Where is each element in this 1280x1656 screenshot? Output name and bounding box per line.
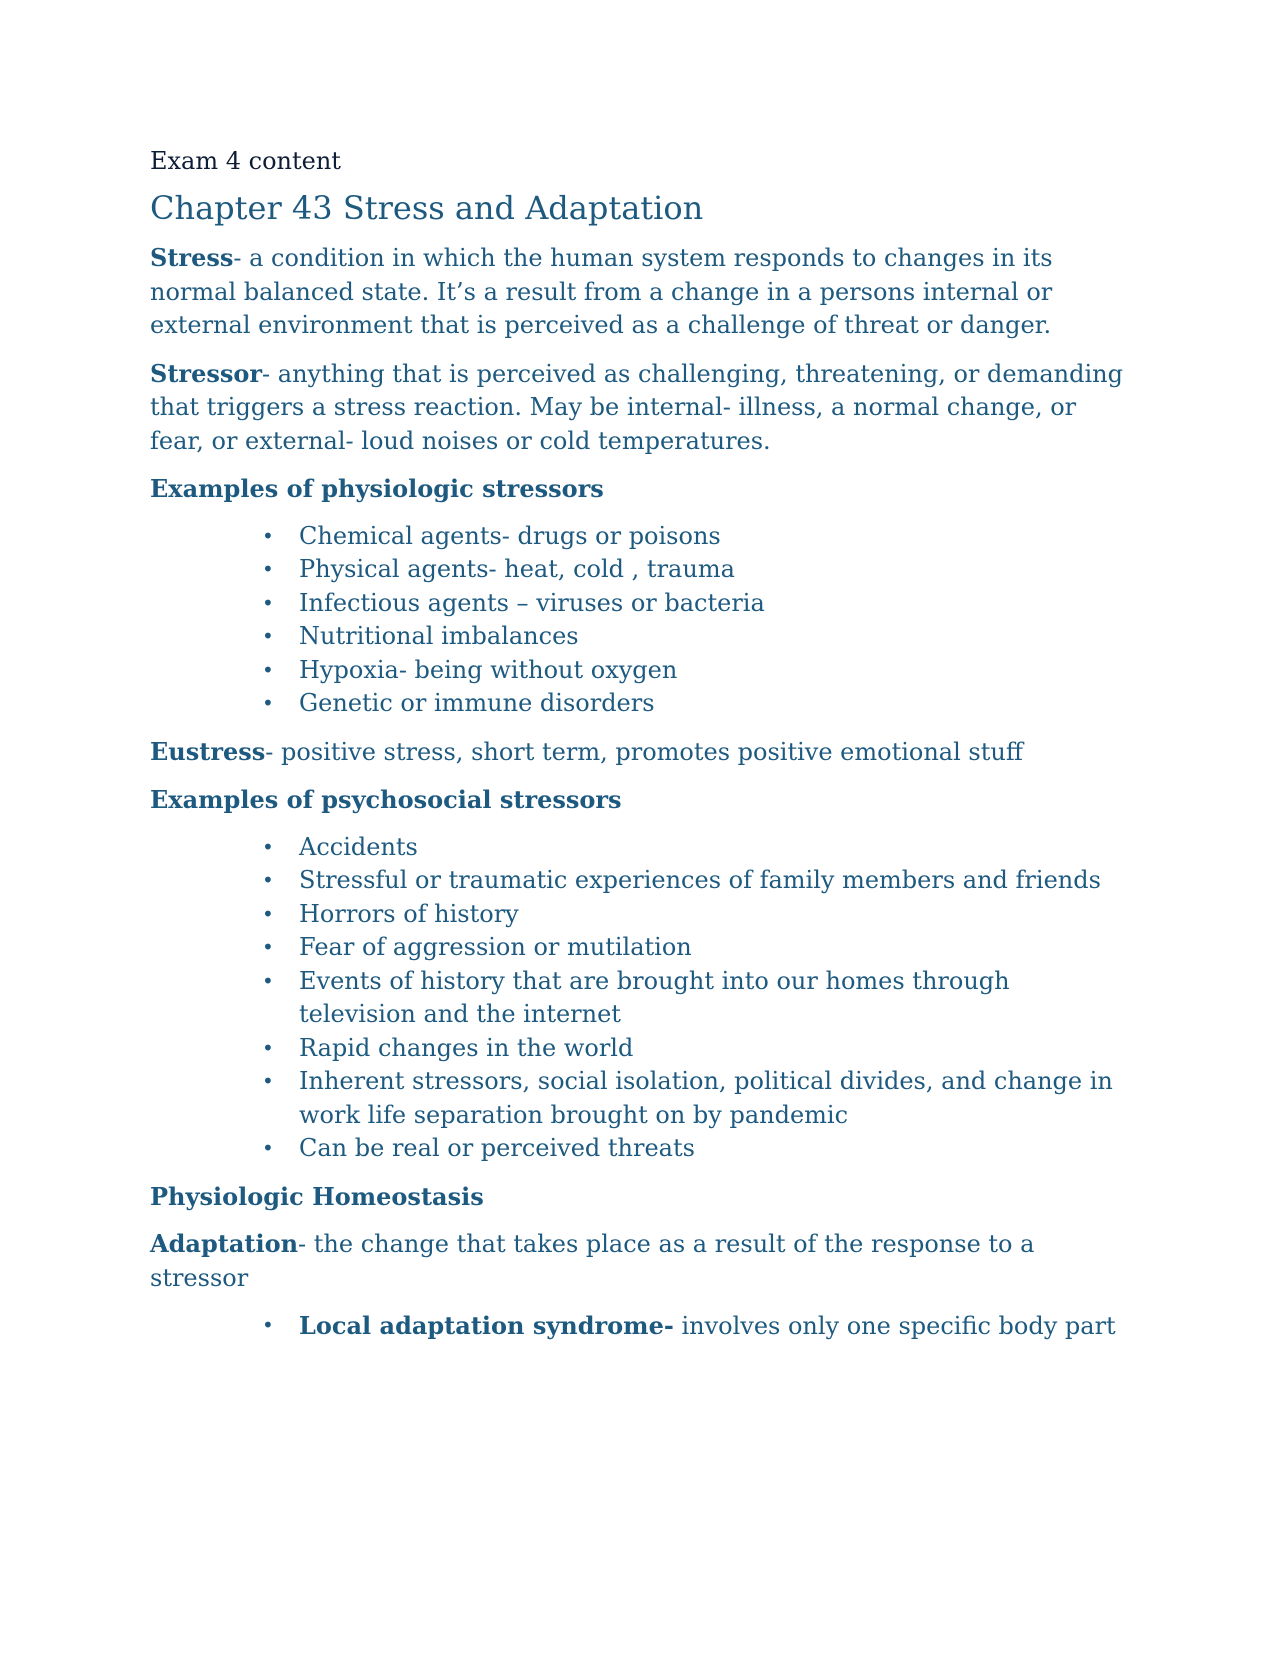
eustress-definition bbox=[150, 735, 1130, 770]
list-item bbox=[262, 553, 1130, 587]
adaptation-definition bbox=[150, 1227, 1130, 1295]
bullet-icon: • bbox=[262, 1313, 274, 1337]
stress-term: Stress bbox=[150, 243, 234, 272]
adaptation-text: - the change that takes place as a result of the response to a stressor bbox=[150, 1230, 1035, 1292]
bullet-icon: • bbox=[262, 868, 274, 892]
list-item-text: Accidents bbox=[299, 832, 418, 861]
list-item bbox=[262, 1132, 1130, 1166]
document-page bbox=[150, 145, 1130, 1358]
stressor-text: - anything that is perceived as challenging, threatening, or demanding that triggers a stress reaction. May be internal- illness, a normal change, or fear, or external- loud noises or cold temperatures. bbox=[150, 359, 1123, 455]
bullet-icon: • bbox=[262, 901, 274, 926]
list-item bbox=[262, 687, 1130, 721]
list-item bbox=[262, 864, 1130, 898]
eustress-text: - positive stress, short term, promotes positive emotional stuff bbox=[265, 737, 1023, 766]
bullet-icon: • bbox=[262, 523, 274, 548]
psychosocial-stressors-heading: Examples of psychosocial stressors bbox=[150, 785, 622, 814]
list-item-text: Chemical agents- drugs or poisons bbox=[299, 521, 721, 550]
list-item-text: Genetic or immune disorders bbox=[299, 689, 655, 717]
bullet-icon: • bbox=[262, 1136, 274, 1160]
list-item-text: Infectious agents – viruses or bacteria bbox=[299, 588, 765, 617]
bullet-icon: • bbox=[262, 657, 274, 682]
bullet-icon: • bbox=[262, 834, 274, 859]
physiologic-stressors-heading: Examples of physiologic stressors bbox=[150, 474, 604, 503]
list-item bbox=[262, 1032, 1130, 1066]
list-item bbox=[262, 520, 1130, 554]
list-item bbox=[262, 1309, 1130, 1344]
list-item-text: Hypoxia- being without oxygen bbox=[299, 655, 678, 684]
bullet-icon: • bbox=[262, 935, 274, 959]
list-item-text: Inherent stressors, social isolation, political divides, and change in work life separation brought on by pandemic bbox=[299, 1067, 1113, 1129]
homeostasis-heading: Physiologic Homeostasis bbox=[150, 1181, 484, 1211]
adaptation-term: Adaptation bbox=[150, 1229, 299, 1258]
list-item-text: Nutritional imbalances bbox=[299, 622, 579, 650]
list-item-text: Rapid changes in the world bbox=[299, 1033, 634, 1062]
bullet-icon: • bbox=[262, 557, 274, 581]
stressor-term: Stressor bbox=[150, 358, 263, 388]
list-item bbox=[262, 831, 1130, 865]
exam-title: Exam 4 content bbox=[150, 147, 341, 175]
list-item-term: Local adaptation syndrome- bbox=[299, 1311, 674, 1340]
eustress-term: Eustress bbox=[150, 736, 266, 766]
physiologic-stressors-list bbox=[150, 520, 1130, 721]
list-item bbox=[262, 587, 1130, 621]
bullet-icon: • bbox=[262, 691, 274, 715]
stressor-definition bbox=[150, 357, 1130, 459]
bullet-icon: • bbox=[262, 590, 274, 615]
bullet-icon: • bbox=[262, 1069, 274, 1093]
psychosocial-stressors-list bbox=[150, 831, 1130, 1166]
stress-definition bbox=[150, 241, 1130, 343]
list-item bbox=[262, 1065, 1130, 1132]
bullet-icon: • bbox=[262, 624, 274, 648]
list-item bbox=[262, 620, 1130, 654]
list-item bbox=[262, 898, 1130, 932]
bullet-icon: • bbox=[262, 1035, 274, 1060]
list-item bbox=[262, 931, 1130, 965]
chapter-title: Chapter 43 Stress and Adaptation bbox=[150, 189, 704, 227]
list-item-text: Fear of aggression or mutilation bbox=[299, 933, 692, 961]
list-item-text: Horrors of history bbox=[299, 899, 519, 928]
stress-text: - a condition in which the human system responds to changes in its normal balanced state. It’s a result from a change in a persons internal or external environment that is perceived as a challenge of threat or danger. bbox=[150, 244, 1053, 339]
list-item bbox=[262, 965, 1130, 1032]
list-item-text: Can be real or perceived threats bbox=[299, 1134, 695, 1162]
list-item-text: Physical agents- heat, cold , trauma bbox=[299, 555, 735, 583]
list-item-text: Stressful or traumatic experiences of family members and friends bbox=[299, 866, 1101, 894]
list-item-text: Events of history that are brought into our homes through television and the internet bbox=[299, 966, 1010, 1028]
list-item bbox=[262, 654, 1130, 688]
bullet-icon: • bbox=[262, 968, 274, 993]
list-item-text: involves only one specific body part bbox=[673, 1312, 1116, 1340]
adaptation-list bbox=[150, 1309, 1130, 1344]
